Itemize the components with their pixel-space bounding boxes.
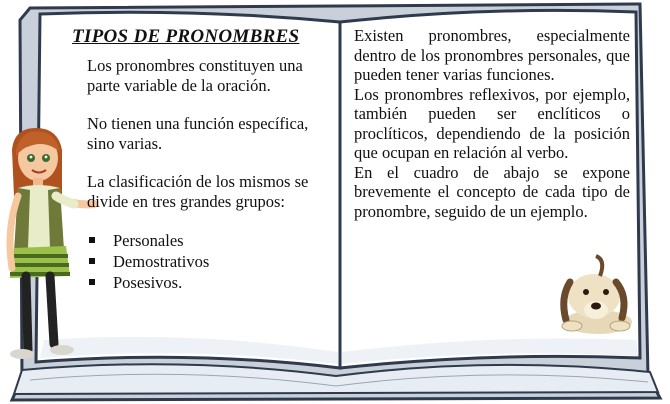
paragraph: En el cuadro de abajo se expone brevemente el concepto de cada tipo de pronombre, seguido de un ejemplo. [354, 162, 630, 221]
paragraph: Existen pronombres, especialmente dentro de los pronombres personales, que pueden tener varias funciones. [354, 26, 630, 84]
paragraph: No tienen una función específica, sino varias. [87, 114, 309, 153]
list-item: Personales [87, 230, 337, 251]
page-title: TIPOS DE PRONOMBRES [72, 26, 300, 47]
paragraph: Los pronombres constituyen una parte variable de la oración. [87, 56, 303, 95]
paragraph: Los pronombres reflexivos, por ejemplo, también pueden ser enclíticos o proclíticos, dependiendo de la posición que ocupan en relación al verbo. [354, 84, 630, 162]
paragraph: La clasificación de los mismos se divide en tres grandes grupos: [87, 172, 309, 211]
list-item: Posesivos. [87, 272, 337, 293]
pronoun-groups-list [87, 230, 337, 293]
left-page-text [87, 28, 337, 293]
right-page-text [354, 26, 630, 221]
list-item: Demostrativos [87, 251, 337, 272]
